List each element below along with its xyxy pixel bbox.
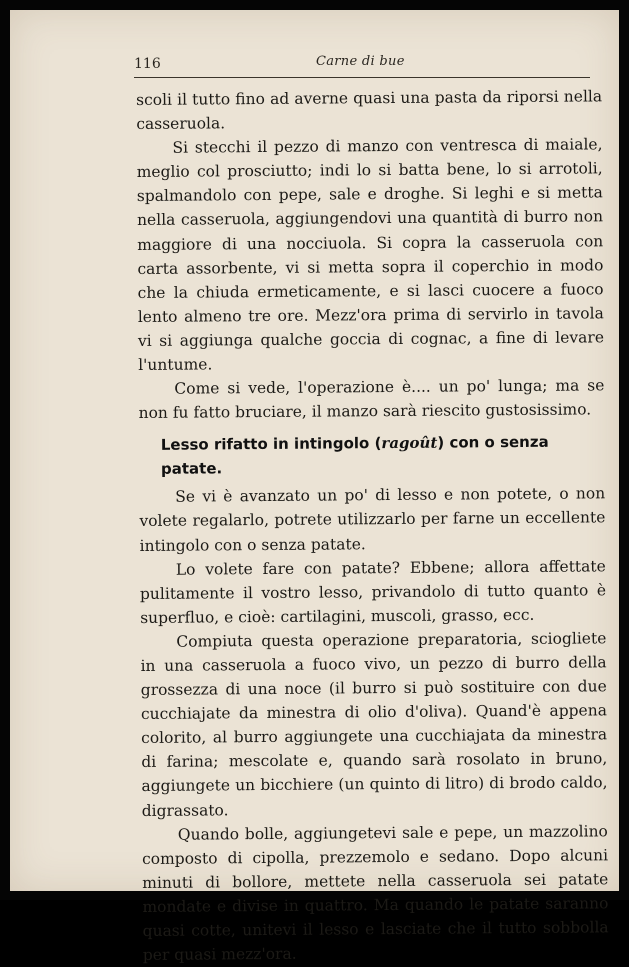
header-rule [134,77,590,78]
section-heading [139,430,605,482]
paragraph: Quando bolle, aggiungetevi sale e pepe, un mazzolino composto di cipolla, prezzemolo e sedano. Dopo alcuni minuti di bollore, mettete nella casseruola sei patate mondate e divise in quattro. Ma quando le patate saranno quasi cotte, unitevi il lesso e lasciate che il tutto sobbolla per quasi mezz'ora. [141,821,609,965]
paragraph: scoli il tutto fino ad averne quasi una pasta da riporsi nella casseruola. [136,87,603,134]
page-number: 116 [134,56,161,72]
page-body [136,84,609,967]
paragraph: Si stecchi il pezzo di manzo con ventresca di maiale, meglio col prosciutto; indi lo si batta bene, lo si arrotoli, spalmandolo con pepe, sale e droghe. Si leghi e si metta nella casseruola, aggiungendovi una quantità di burro non maggiore di una nocciuola. Si copra la casseruola con carta assorbente, vi si metta sopra il coperchio in modo che la chiuda ermeticamente, e si lasci cuocere a fuoco lento almeno tre ore. Mezz'ora prima di servirlo in tavola vi si aggiunga qualche goccia di cognac, a fine di levare l'untume. [136,135,605,375]
paragraph: Se vi è avanzato un po' di lesso e non potete, o non volete regalarlo, potrete utilizzarlo per farne un eccellente intingolo con o senza patate. [139,484,606,555]
paragraph: Compiuta questa operazione preparatoria, sciogliete in una casseruola a fuoco vivo, un pezzo di burro della grossezza di una noce (il burro si può sostituire con due cucchiajate da minestra di olio d'oliva). Quand'è appena colorito, al burro aggiungete una cucchiajata da minestra di farina; mescolate e, quando sarà rosolato in bruno, aggiungete un bicchiere (un quinto di litro) di brodo caldo, digrassato. [140,629,608,820]
section-heading-italic: ragoût [381,433,438,453]
section-heading-text: Lesso rifatto in intingolo ( [160,434,382,455]
book-page [10,10,619,965]
section-heading-text-end: ) con o senza patate. [160,433,549,479]
running-title: Carne di bue [316,54,405,69]
paragraph: Lo volete fare con patate? Ebbene; allora affettate pulitamente il vostro lesso, privandolo di tutto quanto è superfluo, e cioè: cartilagini, muscoli, grasso, ecc. [139,556,607,627]
paragraph: Come si vede, l'operazione è.... un po' lunga; ma se non fu fatto bruciare, il manzo sarà riescito gustosissimo. [138,376,605,423]
running-header [134,48,604,76]
